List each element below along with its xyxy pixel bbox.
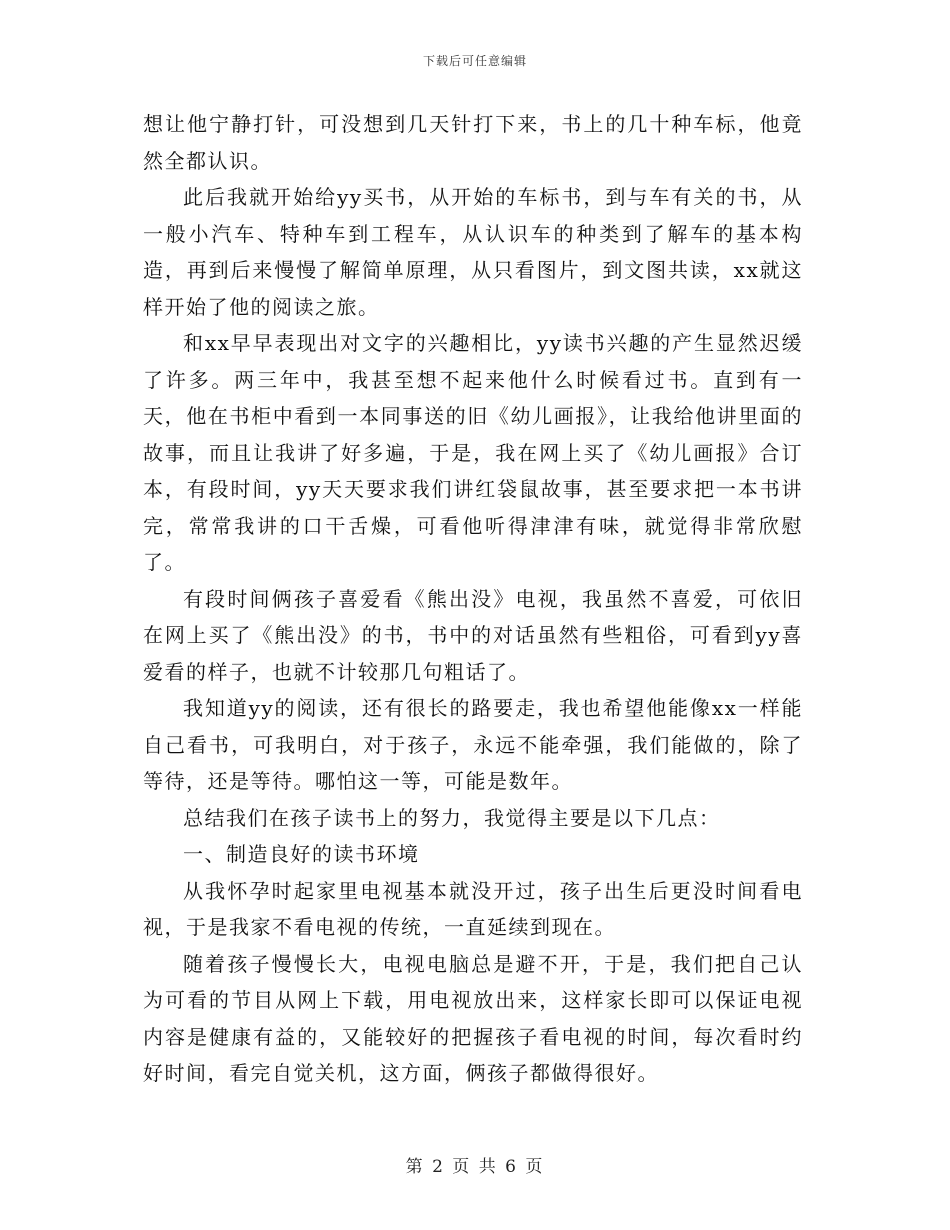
paragraph-7: 从我怀孕时起家里电视基本就没开过，孩子出生后更没时间看电视，于是我家不看电视的传统，一直延续到现在。 [143,878,803,939]
paragraph-4: 有段时间俩孩子喜爱看《熊出没》电视，我虽然不喜爱，可依旧在网上买了《熊出没》的书，书中的对话虽然有些粗俗，可看到yy喜爱看的样子，也就不计较那几句粗话了。 [143,586,803,684]
paragraph-1: 想让他宁静打针，可没想到几天针打下来，书上的几十种车标，他竟然全都认识。 [143,112,803,173]
paragraph-2: 此后我就开始给yy买书，从开始的车标书，到与车有关的书，从一般小汽车、特种车到工程车，从认识车的种类到了解车的基本构造，再到后来慢慢了解简单原理，从只看图片，到文图共读，xx就这样开始了他的阅读之旅。 [143,185,803,319]
section-heading: 一、制造良好的读书环境 [183,842,420,866]
page-number: 第 2 页 共 6 页 [405,1157,545,1177]
paragraph-8: 随着孩子慢慢长大，电视电脑总是避不开，于是，我们把自己认为可看的节目从网上下载，用电视放出来，这样家长即可以保证电视内容是健康有益的，又能较好的把握孩子看电视的时间，每次看时约好时间，看完自觉关机，这方面，俩孩子都做得很好。 [143,951,803,1085]
paragraph-3: 和xx早早表现出对文字的兴趣相比，yy读书兴趣的产生显然迟缓了许多。两三年中，我甚至想不起来他什么时候看过书。直到有一天，他在书柜中看到一本同事送的旧《幼儿画报》，让我给他讲里面的故事，而且让我讲了好多遍，于是，我在网上买了《幼儿画报》合订本，有段时间，yy天天要求我们讲红袋鼠故事，甚至要求把一本书讲完，常常我讲的口干舌燥，可看他听得津津有味，就觉得非常欣慰了。 [143,331,803,574]
page-header: 下载后可任意编辑 [422,54,527,68]
paragraph-6: 总结我们在孩子读书上的努力，我觉得主要是以下几点： [183,805,721,830]
paragraph-5: 我知道yy的阅读，还有很长的路要走，我也希望他能像xx一样能自己看书，可我明白，对于孩子，永远不能牵强，我们能做的，除了等待，还是等待。哪怕这一等，可能是数年。 [143,696,803,793]
document-body [143,106,803,1092]
